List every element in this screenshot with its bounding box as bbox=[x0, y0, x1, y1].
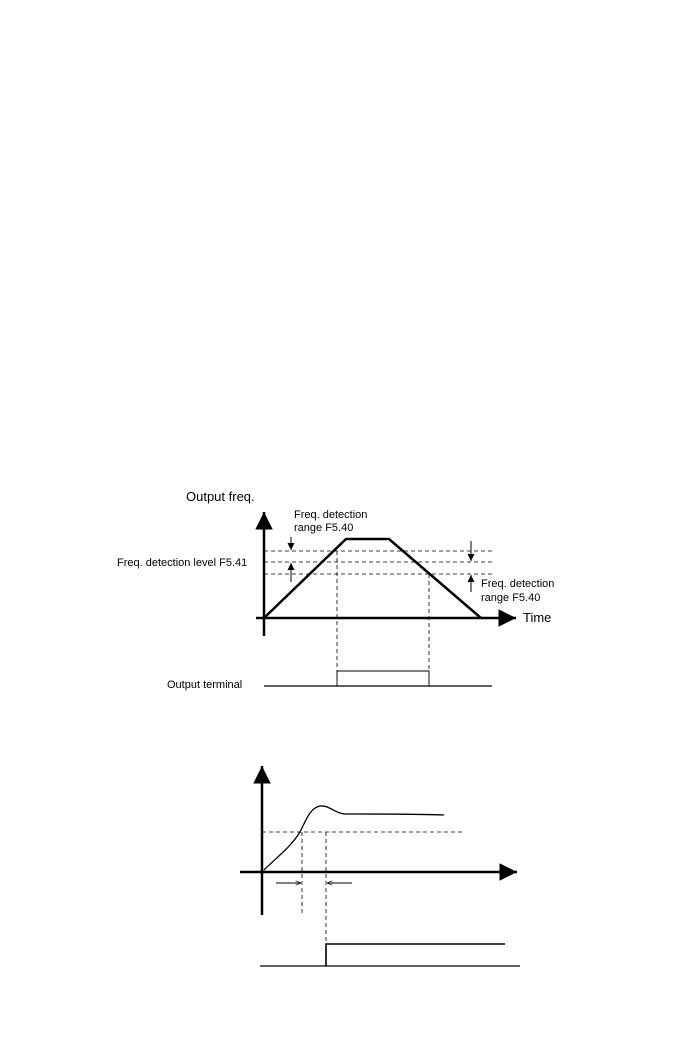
detection-level-label: Freq. detection level F5.41 bbox=[117, 557, 248, 569]
response-curve bbox=[264, 806, 444, 870]
x-axis-label: Time bbox=[523, 610, 552, 625]
range-label-right-line2: range F5.40 bbox=[481, 592, 541, 604]
output-step bbox=[326, 944, 505, 966]
range-label-right-line1: Freq. detection bbox=[481, 578, 555, 590]
y-axis-label: Output freq. bbox=[186, 489, 255, 504]
range-label-top-line2: range F5.40 bbox=[294, 522, 354, 534]
output-pulse bbox=[337, 671, 429, 686]
frequency-detection-diagram bbox=[117, 489, 554, 691]
output-terminal-label: Output terminal bbox=[167, 679, 243, 691]
detection-response-diagram bbox=[240, 766, 520, 966]
range-label-top-line1: Freq. detection bbox=[294, 509, 368, 521]
